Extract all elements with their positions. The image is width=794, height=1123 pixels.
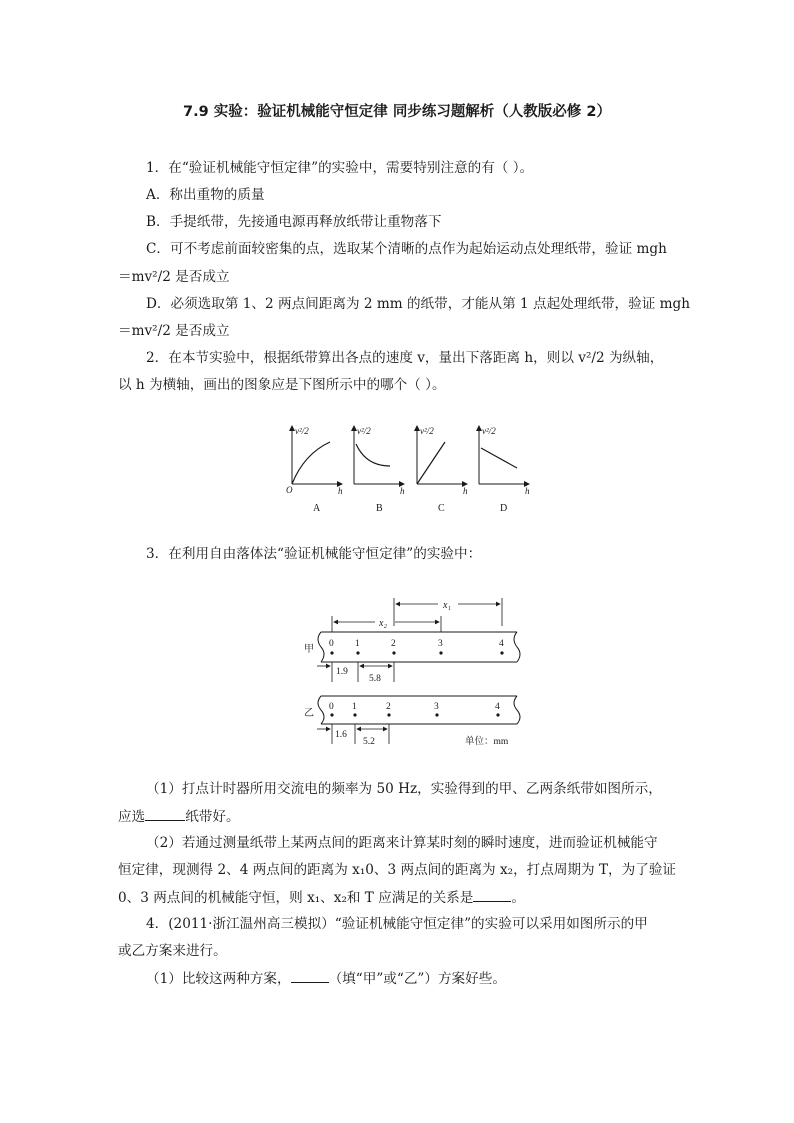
q3-part2-line2: 恒定律，现测得 2、4 两点间的距离为 x₁0、3 两点间的距离为 x₂，打点周期为 T，为了验证 bbox=[118, 862, 677, 878]
q4-part1-suffix: （填“甲”或“乙”）方案好些。 bbox=[328, 971, 506, 987]
q2-stem-line1: 2．在本节实验中，根据纸带算出各点的速度 v，量出下落距离 h，则以 v²/2 为纵轴， bbox=[146, 350, 664, 366]
q3-part2-line3 bbox=[118, 888, 525, 907]
x2-label: x₂ bbox=[379, 618, 387, 629]
q3-part1-prefix: 应选 bbox=[118, 809, 146, 825]
graph-b-option-label: B bbox=[376, 503, 383, 514]
jia-point-2-label: 2 bbox=[391, 639, 396, 649]
graph-a-curve bbox=[292, 442, 330, 484]
graph-a-origin: O bbox=[286, 485, 293, 495]
q3-part2-suffix: 。 bbox=[511, 890, 525, 906]
graph-b bbox=[354, 426, 405, 514]
yi-point-0-label: 0 bbox=[329, 702, 334, 712]
graph-a-ylabel: v²/2 bbox=[295, 426, 309, 436]
tape-yi-label: 乙 bbox=[304, 708, 314, 719]
graph-d-line bbox=[481, 448, 517, 468]
q1-option-d-line1: D．必须选取第 1、2 两点间距离为 2 mm 的纸带，才能从第 1 点起处理纸带，验证 mgh bbox=[146, 296, 690, 312]
graph-d-ylabel: v²/2 bbox=[482, 426, 496, 436]
yi-distance-2: 5.2 bbox=[363, 737, 375, 747]
graph-b-ylabel: v²/2 bbox=[357, 426, 371, 436]
q3-part2-line1: （2）若通过测量纸带上某两点间的距离来计算某时刻的瞬时速度，进而验证机械能守 bbox=[146, 835, 658, 851]
q3-part2-blank[interactable] bbox=[473, 888, 511, 902]
q3-part1-blank[interactable] bbox=[145, 807, 185, 821]
yi-point-1-label: 1 bbox=[352, 702, 357, 712]
q4-stem-line2: 或乙方案来进行。 bbox=[118, 943, 227, 959]
graph-d-xlabel: h bbox=[525, 486, 530, 496]
graph-c-ylabel: v²/2 bbox=[420, 426, 434, 436]
q1-option-d-line2: ＝mv²/2 是否成立 bbox=[118, 323, 230, 339]
graph-c bbox=[417, 426, 468, 514]
jia-distance-2: 5.8 bbox=[369, 674, 381, 684]
jia-point-3-label: 3 bbox=[438, 639, 443, 649]
q3-stem: 3．在利用自由落体法“验证机械能守恒定律”的实验中： bbox=[146, 546, 482, 562]
q3-part1-line2 bbox=[118, 807, 240, 826]
yi-dot-1 bbox=[353, 713, 356, 716]
tape-jia bbox=[304, 632, 520, 684]
graph-d bbox=[479, 426, 530, 514]
graph-c-line bbox=[417, 442, 445, 484]
graph-d-option-label: D bbox=[500, 503, 508, 514]
graph-a-option-label: A bbox=[313, 503, 321, 514]
tape-yi bbox=[304, 696, 520, 747]
q4-part1 bbox=[146, 969, 506, 988]
graph-a bbox=[286, 426, 343, 514]
jia-distance-1: 1.9 bbox=[336, 667, 348, 677]
jia-point-0-label: 0 bbox=[329, 639, 334, 649]
yi-distance-1: 1.6 bbox=[335, 730, 347, 740]
q4-stem-line1: 4．(2011·浙江温州高三模拟）“验证机械能守恒定律”的实验可以采用如图所示的甲 bbox=[146, 916, 648, 932]
graph-b-xlabel: h bbox=[400, 486, 405, 496]
jia-dot-2 bbox=[392, 651, 395, 654]
jia-point-1-label: 1 bbox=[355, 639, 360, 649]
page-title: 7.9 实验：验证机械能守恒定律 同步练习题解析（人教版必修 2） bbox=[183, 104, 611, 120]
yi-point-4-label: 4 bbox=[495, 702, 500, 712]
yi-point-3-label: 3 bbox=[434, 702, 439, 712]
jia-dot-1 bbox=[356, 651, 359, 654]
q1-option-c-line2: ＝mv²/2 是否成立 bbox=[118, 269, 230, 285]
graph-c-xlabel: h bbox=[463, 486, 468, 496]
yi-dot-2 bbox=[387, 713, 390, 716]
q1-option-b: B．手提纸带，先接通电源再释放纸带让重物落下 bbox=[146, 214, 442, 230]
yi-dot-3 bbox=[435, 713, 438, 716]
q1-option-c-line1: C．可不考虑前面较密集的点，选取某个清晰的点作为起始运动点处理纸带，验证 mgh bbox=[146, 241, 667, 257]
jia-point-4-label: 4 bbox=[499, 639, 504, 649]
q4-part1-prefix: （1）比较这两种方案， bbox=[146, 971, 291, 987]
unit-label: 单位：mm bbox=[465, 737, 509, 747]
q1-option-a: A．称出重物的质量 bbox=[146, 187, 265, 203]
jia-dot-4 bbox=[500, 651, 503, 654]
jia-dot-0 bbox=[330, 651, 333, 654]
yi-dot-0 bbox=[330, 713, 333, 716]
graph-c-option-label: C bbox=[438, 503, 445, 514]
q3-part1-suffix: 纸带好。 bbox=[185, 809, 240, 825]
q1-stem: 1．在“验证机械能守恒定律”的实验中，需要特别注意的有（ ）。 bbox=[146, 160, 534, 176]
x1-label: x₁ bbox=[443, 600, 451, 611]
yi-dot-4 bbox=[496, 713, 499, 716]
q2-graphs-figure bbox=[280, 420, 540, 520]
q3-part1-line1: （1）打点计时器所用交流电的频率为 50 Hz，实验得到的甲、乙两条纸带如图所示， bbox=[146, 781, 662, 797]
graph-a-xlabel: h bbox=[338, 486, 343, 496]
q4-part1-blank[interactable] bbox=[291, 969, 329, 983]
q3-tape-figure bbox=[295, 590, 535, 752]
jia-dot-3 bbox=[439, 651, 442, 654]
yi-point-2-label: 2 bbox=[386, 702, 391, 712]
tape-jia-label: 甲 bbox=[304, 644, 314, 655]
q3-part2-prefix: 0、3 两点间的机械能守恒，则 x₁、x₂和 T 应满足的关系是 bbox=[118, 890, 474, 906]
graph-b-curve bbox=[356, 444, 390, 466]
q2-stem-line2: 以 h 为横轴，画出的图象应是下图所示中的哪个（ ）。 bbox=[118, 377, 446, 393]
